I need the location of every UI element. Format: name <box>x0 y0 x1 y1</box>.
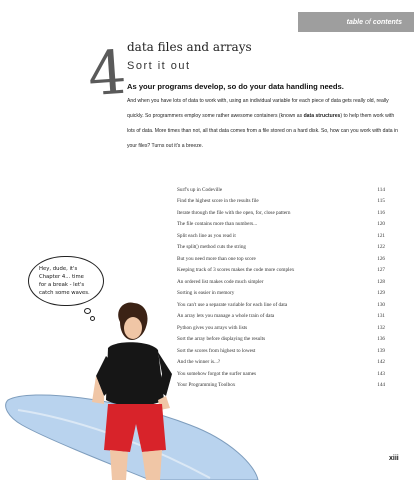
toc-entry-page: 122 <box>377 244 385 251</box>
toc-entry-page: 121 <box>377 232 385 239</box>
toc-entry-page: 116 <box>377 209 385 216</box>
toc-entry-title: Keeping track of 3 scores makes the code more complex <box>177 267 295 274</box>
toc-entry <box>177 242 385 254</box>
toc-entry-page: 143 <box>377 370 385 377</box>
toc-entry-title: Sort the scores from highest to lowest <box>177 347 256 354</box>
header-of: of <box>364 18 371 26</box>
surfer-illustration <box>0 300 260 480</box>
toc-entry-page: 139 <box>377 347 385 354</box>
toc-entry-page: 128 <box>377 278 385 285</box>
intro-lead: As your programs develop, so do your data handling needs. <box>127 82 344 91</box>
toc-entry-page: 131 <box>377 313 385 320</box>
toc-entry <box>177 230 385 242</box>
toc-entry-page: 130 <box>377 301 385 308</box>
speech-line-2: Chapter 4... time <box>39 274 84 280</box>
chapter-intro <box>127 82 403 154</box>
toc-entry-page: 144 <box>377 382 385 389</box>
toc-entry <box>177 288 385 300</box>
toc-entry-page: 120 <box>377 221 385 228</box>
toc-entry-page: 114 <box>377 186 385 193</box>
speech-bubble <box>28 256 104 306</box>
toc-entry-title: Iterate through the file with the open, for, close pattern <box>177 209 291 216</box>
toc-entry-title: An ordered list makes code much simpler <box>177 278 264 285</box>
toc-entry-page: 115 <box>377 198 385 205</box>
toc-entry-page: 129 <box>377 290 385 297</box>
toc-entry-title: Split each line as you read it <box>177 232 236 239</box>
toc-entry <box>177 184 385 196</box>
toc-entry-title: You somehow forgot the surfer names <box>177 370 257 377</box>
header-contents: contents <box>372 18 402 26</box>
toc-entry-title: Surf's up in Codeville <box>177 186 223 193</box>
toc-entry-title: And the winner is...? <box>177 359 221 366</box>
toc-entry-title: You can't use a separate variable for each line of data <box>177 301 288 308</box>
header-table: table <box>346 18 363 26</box>
toc-entry-title: Python gives you arrays with lists <box>177 324 248 331</box>
intro-body-bold: data structures <box>303 113 341 119</box>
speech-line-3: for a break - let's <box>39 282 85 288</box>
toc-entry-page: 127 <box>377 267 385 274</box>
toc-entry <box>177 276 385 288</box>
chapter-subtitle: Sort it out <box>127 60 191 72</box>
toc-entry <box>177 196 385 208</box>
toc-entry <box>177 207 385 219</box>
toc-entry-title: Your Programming Toolbox <box>177 382 236 389</box>
toc-entry-page: 126 <box>377 255 385 262</box>
toc-entry-page: 142 <box>377 359 385 366</box>
toc-entry-page: 132 <box>377 324 385 331</box>
toc-entry-title: Find the highest score in the results file <box>177 198 259 205</box>
chapter-title: data files and arrays <box>127 40 252 54</box>
intro-body-part1: And when you have lots of data to work with, using an individual variable for each piece of data gets really old, really quickly. So programmers employ some rather awesome containers (known as <box>127 98 389 119</box>
intro-body-part2: ) to help them work with lots of data. More times than not, all that data comes from a file stored on a hard disk. So, how can you work with data in your files? Turns out it's a breeze. <box>127 113 398 149</box>
intro-body <box>127 94 403 154</box>
chapter-number: 4 <box>85 37 129 111</box>
toc-entry <box>177 265 385 277</box>
toc-entry-title: Sorting is easier in memory <box>177 290 235 297</box>
toc-entry-title: The split() method cuts the string <box>177 244 247 251</box>
toc-entry <box>177 219 385 231</box>
header-tab <box>298 12 414 32</box>
page-number: xiii <box>389 455 399 462</box>
toc-entry-title: But you need more than one top score <box>177 255 256 262</box>
toc-entry <box>177 253 385 265</box>
speech-line-4: catch some waves. <box>39 290 90 296</box>
toc-entry-title: An array lets you manage a whole train of data <box>177 313 275 320</box>
speech-line-1: Hey, dude, it's <box>39 266 78 272</box>
toc-entry-page: 136 <box>377 336 385 343</box>
toc-entry-title: Sort the array before displaying the results <box>177 336 266 343</box>
toc-entry-title: The file contains more than numbers... <box>177 221 258 228</box>
